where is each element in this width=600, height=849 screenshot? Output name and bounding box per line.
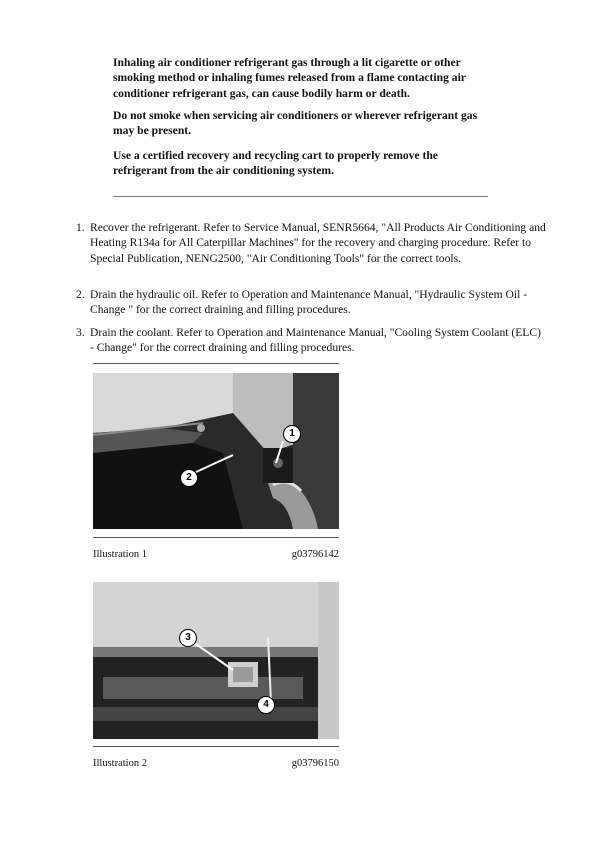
warning-text-2: Do not smoke when servicing air conditioners or wherever refrigerant gas may be present.	[113, 109, 478, 138]
step-text: Drain the coolant. Refer to Operation and Maintenance Manual, "Cooling System Coolant (ELC) - Change" for the correct draining and filling procedures.	[90, 326, 541, 355]
illustration-1-photo	[93, 373, 339, 529]
figure-top-rule	[93, 363, 339, 364]
engine-bay-photo-1	[93, 373, 339, 529]
warning-text-3: Use a certified recovery and recycling cart to properly remove the refrigerant from the air conditioning system.	[113, 149, 438, 178]
step-text: Drain the hydraulic oil. Refer to Operation and Maintenance Manual, "Hydraulic System Oil - Change " for the correct draining and filling procedures.	[90, 288, 528, 317]
callout-4: 4	[257, 696, 275, 714]
illustration-1	[93, 363, 339, 563]
figure-bottom-rule	[93, 746, 339, 747]
engine-bay-photo-2	[93, 582, 339, 739]
illustration-code: g03796142	[291, 549, 339, 560]
callout-2: 1	[283, 425, 301, 443]
illustration-caption: Illustration 1	[93, 549, 147, 560]
illustration-caption: Illustration 2	[93, 758, 147, 769]
callout-1: 2	[180, 469, 198, 487]
callout-3: 3	[179, 629, 197, 647]
illustration-code: g03796150	[291, 758, 339, 769]
step-number: 3.	[76, 326, 85, 339]
warning-text-1: Inhaling air conditioner refrigerant gas through a lit cigarette or other smoking method or inhaling fumes released from a flame contacting air conditioner refrigerant gas, can cause bodily harm or death.	[113, 56, 466, 100]
figure-bottom-rule	[93, 537, 339, 538]
step-number: 2.	[76, 288, 85, 301]
step-number: 1.	[76, 221, 85, 234]
warning-divider	[113, 196, 488, 197]
illustration-2-photo	[93, 582, 339, 739]
step-text: Recover the refrigerant. Refer to Service Manual, SENR5664, "All Products Air Conditioning and Heating R134a for All Caterpillar Machines" for the recovery and charging procedure. Refer to Special Publication, NENG2500, "Air Conditioning Tools" for the correct tools.	[90, 221, 546, 265]
illustration-2	[93, 582, 339, 782]
